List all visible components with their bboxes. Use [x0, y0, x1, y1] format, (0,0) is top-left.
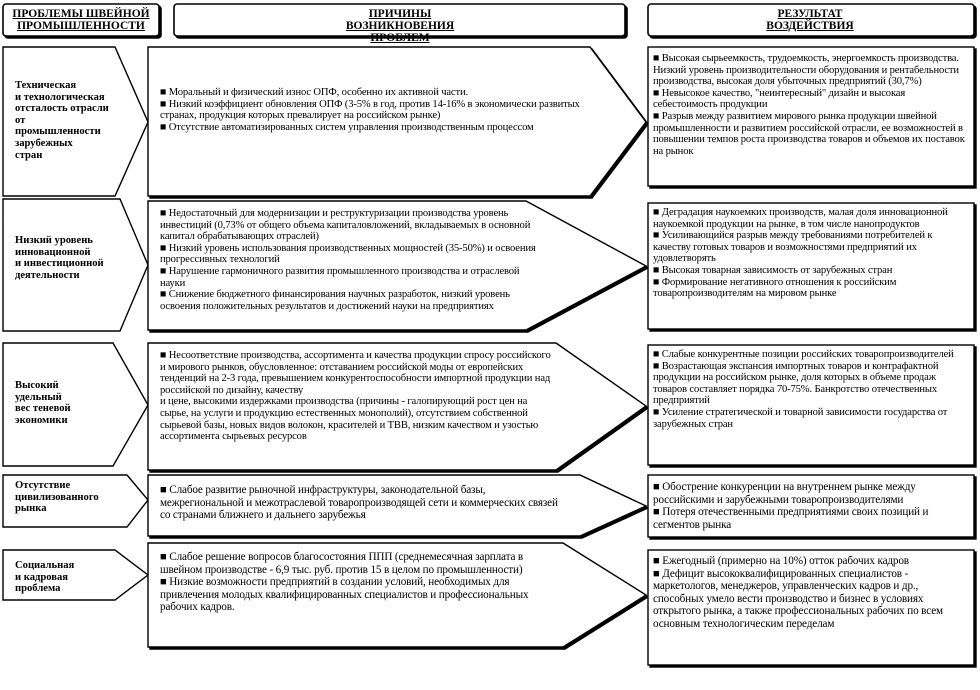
cause-text-5: ■ Слабое решение вопросов благосостояния ППП (среднемесячная зарплата в швейном производстве - 6,9 тыс. руб. против 15 в целом по промышленности) ■ Низкие возможности предприятий в создании условий, необходимых для привлечения молодых квалифицированных специалистов и профессиональных рабочих кадров. — [160, 551, 529, 614]
result-text-4: ■ Обострение конкуренции на внутреннем рынке между российскими и зарубежными товаропроизводителями ■ Потеря отечественными предприятиями своих позиций и сегментов рынка — [653, 481, 929, 531]
result-text-3: ■ Слабые конкурентные позиции российских товаропроизводителей ■ Возрастающая экспансия импортных товаров и контрафактной продукции на российском рынке, доля которых в объеме продаж товаров составляет порядка 70-75%. Банкротство отечественных предприятий ■ Усиление стратегической и товарной зависимости государства от зарубежных стран — [653, 349, 954, 430]
cause-text-1: ■ Моральный и физический износ ОПФ, особенно их активной части. ■ Низкий коэффициент обновления ОПФ (3-5% в год, против 14-16% в экономически развитых странах, продукция которых превалирует на российском рынке) ■ Отсутствие автоматизированных систем управления производственным процессом — [160, 87, 580, 133]
result-text-2: ■ Деградация наукоемких производств, малая доля инновационной наукоемкой продукции на рынке, в том числе нанопродуктов ■ Усиливающийся разрыв между требованиями потребителей к качеству готовых товаров и возможностями предприятий их удовлетворять ■ Высокая товарная зависимость от зарубежных стран ■ Формирование негативного отношения к российским товаропроизводителям на мировом рынке — [653, 207, 948, 300]
problem-label-2: Низкий уровень инновационной и инвестиционной деятельности — [15, 235, 104, 281]
problem-label-4: Отсутствие цивилизованного рынка — [15, 480, 99, 515]
problem-label-1: Техническая и технологическая отсталость отрасли от промышленности зарубежных стран — [15, 80, 109, 161]
cause-text-4: ■ Слабое развитие рыночной инфраструктуры, законодательной базы, межрегиональной и межотраслевой товаропроизводящей сети и коммерческих связей со странами ближнего и дальнего зарубежья — [160, 484, 561, 522]
header-results-label: РЕЗУЛЬТАТ ВОЗДЕЙСТВИЯ — [766, 8, 854, 32]
header-problems-label: ПРОБЛЕМЫ ШВЕЙНОЙ ПРОМЫШЛЕННОСТИ — [12, 8, 150, 32]
problem-label-5: Социальная и кадровая проблема — [15, 560, 75, 595]
result-text-5: ■ Ежегодный (примерно на 10%) отток рабочих кадров ■ Дефицит высококвалифицированных специалистов - маркетологов, менеджеров, управленческих кадров и др., способных умело вести производство и бизнес в условиях открытого рынка, а также профессиональных рабочих по всем основным технологическим переделам — [653, 555, 943, 630]
cause-text-3: ■ Несоответствие производства, ассортимента и качества продукции спросу российского и мирового рынков, обусловленное: отставанием российской моды от европейских тенденций на 2-3 года, превышением конкурентоспособности импортной продукции над российской по дизайну, качеству и цене, высокими издержками производства (причины - галопирующий рост цен на сырье, на услуги и продукцию естественных монополий), отсутствием собственной сырьевой базы, новых видов волокон, красителей и ТВВ, низким качеством и узостью ассортимента сырьевых ресурсов — [160, 350, 551, 443]
header-causes-label: ПРИЧИНЫ ВОЗНИКНОВЕНИЯ ПРОБЛЕМ — [345, 8, 455, 44]
cause-text-2: ■ Недостаточный для модернизации и реструктуризации производства уровень инвестиций (0,73% от общего объема капиталовложений, вкладываемых в основной капитал обрабатывающих отраслей) ■ Низкий уровень использования производственных мощностей (35-50%) и освоения прогрессивных технологий ■ Нарушение гармоничного развития промышленного производства и отраслевой науки ■ Снижение бюджетного финансирования научных разработок, низкий уровень освоения положительных результатов и достижений науки на предприятиях — [160, 208, 536, 312]
result-text-1: ■ Высокая сырьеемкость, трудоемкость, энергоемкость производства. Низкий уровень производительности оборудования и рентабельности производства, высокая доля убыточных предприятий (30,7%) ■ Невысокое качество, "неинтересный" дизайн и высокая себестоимость продукции ■ Разрыв между развитием мирового рынка продукции швейной промышленности и развитием российской отрасли, ее возможностей в повышении темпов роста производства товаров и объемов их поставок на рынок — [653, 53, 965, 157]
problem-label-3: Высокий удельный вес теневой экономики — [15, 380, 71, 426]
